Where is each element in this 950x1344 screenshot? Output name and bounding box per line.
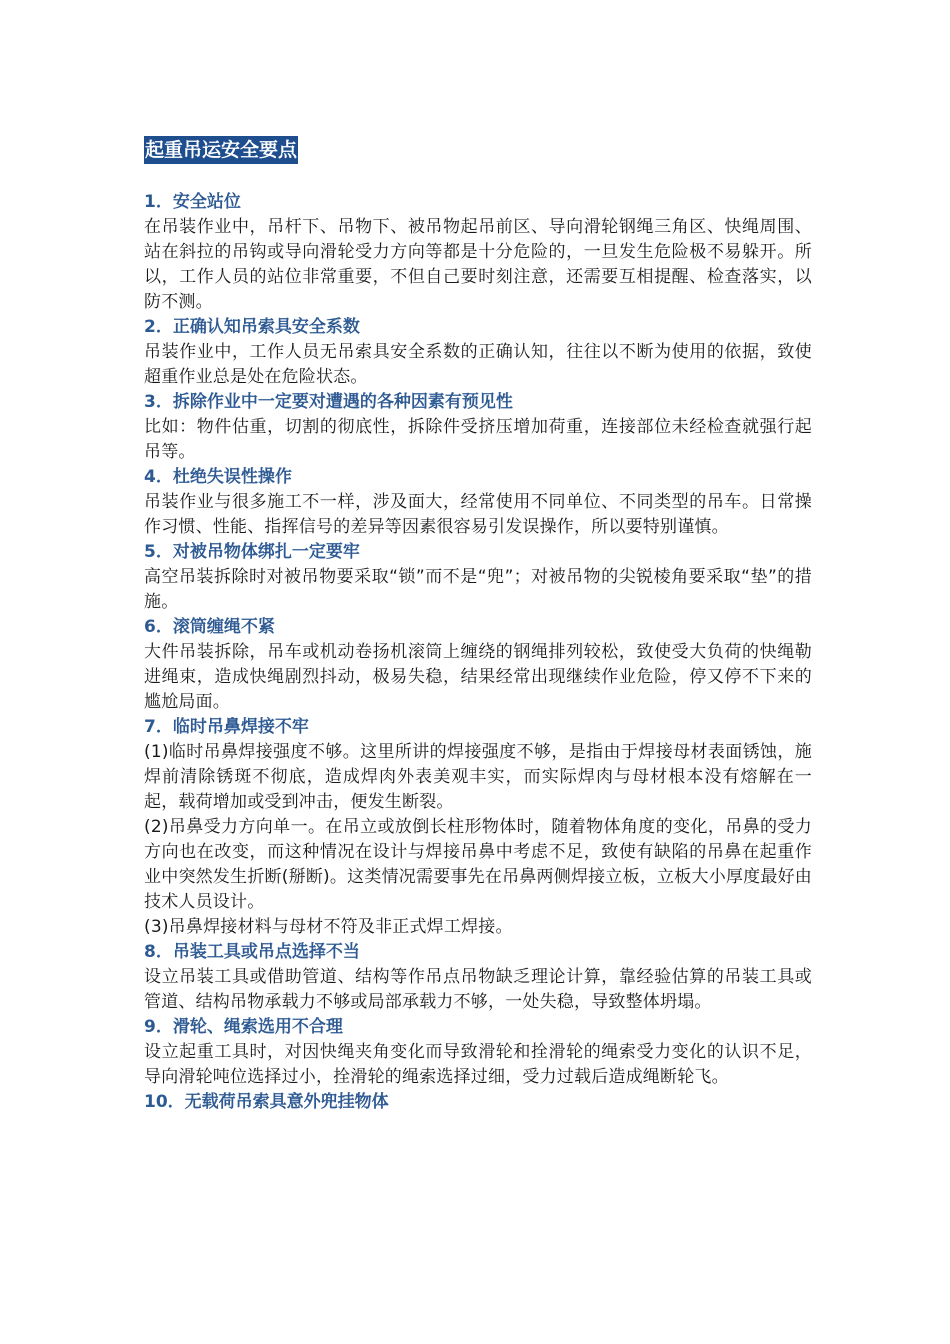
document-body bbox=[144, 136, 812, 1115]
paragraph: 高空吊装拆除时对被吊物要采取“锁”而不是“兜”；对被吊物的尖锐棱角要采取“垫”的措施。 bbox=[144, 567, 812, 612]
section-4 bbox=[144, 465, 812, 540]
paragraph: 吊装作业中，工作人员无吊索具安全系数的正确认知，往往以不断为使用的依据，致使超重作业总是处在危险状态。 bbox=[144, 342, 812, 387]
paragraph: 设立吊装工具或借助管道、结构等作吊点吊物缺乏理论计算，靠经验估算的吊装工具或管道、结构吊物承载力不够或局部承载力不够，一处失稳，导致整体坍塌。 bbox=[144, 967, 812, 1012]
section-heading: 4．杜绝失误性操作 bbox=[144, 467, 292, 487]
section-1 bbox=[144, 190, 812, 315]
section-heading: 7．临时吊鼻焊接不牢 bbox=[144, 717, 309, 737]
section-10 bbox=[144, 1090, 812, 1115]
paragraph: (1)临时吊鼻焊接强度不够。这里所讲的焊接强度不够，是指由于焊接母材表面锈蚀，施焊前清除锈斑不彻底，造成焊肉外表美观丰实，而实际焊肉与母材根本没有熔解在一起，载荷增加或受到冲击，便发生断裂。 bbox=[144, 742, 812, 812]
paragraph: (3)吊鼻焊接材料与母材不符及非正式焊工焊接。 bbox=[144, 917, 513, 937]
section-heading: 6．滚筒缠绳不紧 bbox=[144, 617, 275, 637]
title-wrap bbox=[144, 136, 812, 190]
paragraph: 大件吊装拆除，吊车或机动卷扬机滚筒上缠绕的钢绳排列较松，致使受大负荷的快绳勒进绳束，造成快绳剧烈抖动，极易失稳，结果经常出现继续作业危险，停又停不下来的尴尬局面。 bbox=[144, 642, 812, 712]
paragraph: 在吊装作业中，吊杆下、吊物下、被吊物起吊前区、导向滑轮钢绳三角区、快绳周围、站在斜拉的吊钩或导向滑轮受力方向等都是十分危险的，一旦发生危险极不易躲开。所以，工作人员的站位非常重要，不但自己要时刻注意，还需要互相提醒、检查落实，以防不测。 bbox=[144, 217, 812, 312]
section-heading: 5．对被吊物体绑扎一定要牢 bbox=[144, 542, 360, 562]
section-heading: 1．安全站位 bbox=[144, 192, 241, 212]
paragraph: (2)吊鼻受力方向单一。在吊立或放倒长柱形物体时，随着物体角度的变化，吊鼻的受力方向也在改变，而这种情况在设计与焊接吊鼻中考虑不足，致使有缺陷的吊鼻在起重作业中突然发生折断(掰断)。这类情况需要事先在吊鼻两侧焊接立板，立板大小厚度最好由技术人员设计。 bbox=[144, 817, 812, 912]
section-heading: 2．正确认知吊索具安全系数 bbox=[144, 317, 360, 337]
section-heading: 9．滑轮、绳索选用不合理 bbox=[144, 1017, 343, 1037]
paragraph: 比如：物件估重，切割的彻底性，拆除件受挤压增加荷重，连接部位未经检查就强行起吊等。 bbox=[144, 417, 812, 462]
section-5 bbox=[144, 540, 812, 615]
section-2 bbox=[144, 315, 812, 390]
section-heading: 8．吊装工具或吊点选择不当 bbox=[144, 942, 360, 962]
section-6 bbox=[144, 615, 812, 715]
paragraph: 吊装作业与很多施工不一样，涉及面大，经常使用不同单位、不同类型的吊车。日常操作习惯、性能、指挥信号的差异等因素很容易引发误操作，所以要特别谨慎。 bbox=[144, 492, 812, 537]
section-8 bbox=[144, 940, 812, 1015]
section-heading: 3．拆除作业中一定要对遭遇的各种因素有预见性 bbox=[144, 392, 513, 412]
section-7 bbox=[144, 715, 812, 940]
document-title: 起重吊运安全要点 bbox=[144, 136, 298, 164]
section-heading: 10．无载荷吊索具意外兜挂物体 bbox=[144, 1092, 389, 1112]
section-3 bbox=[144, 390, 812, 465]
section-9 bbox=[144, 1015, 812, 1090]
paragraph: 设立起重工具时，对因快绳夹角变化而导致滑轮和拴滑轮的绳索受力变化的认识不足，导向滑轮吨位选择过小，拴滑轮的绳索选择过细，受力过载后造成绳断轮飞。 bbox=[144, 1042, 812, 1087]
